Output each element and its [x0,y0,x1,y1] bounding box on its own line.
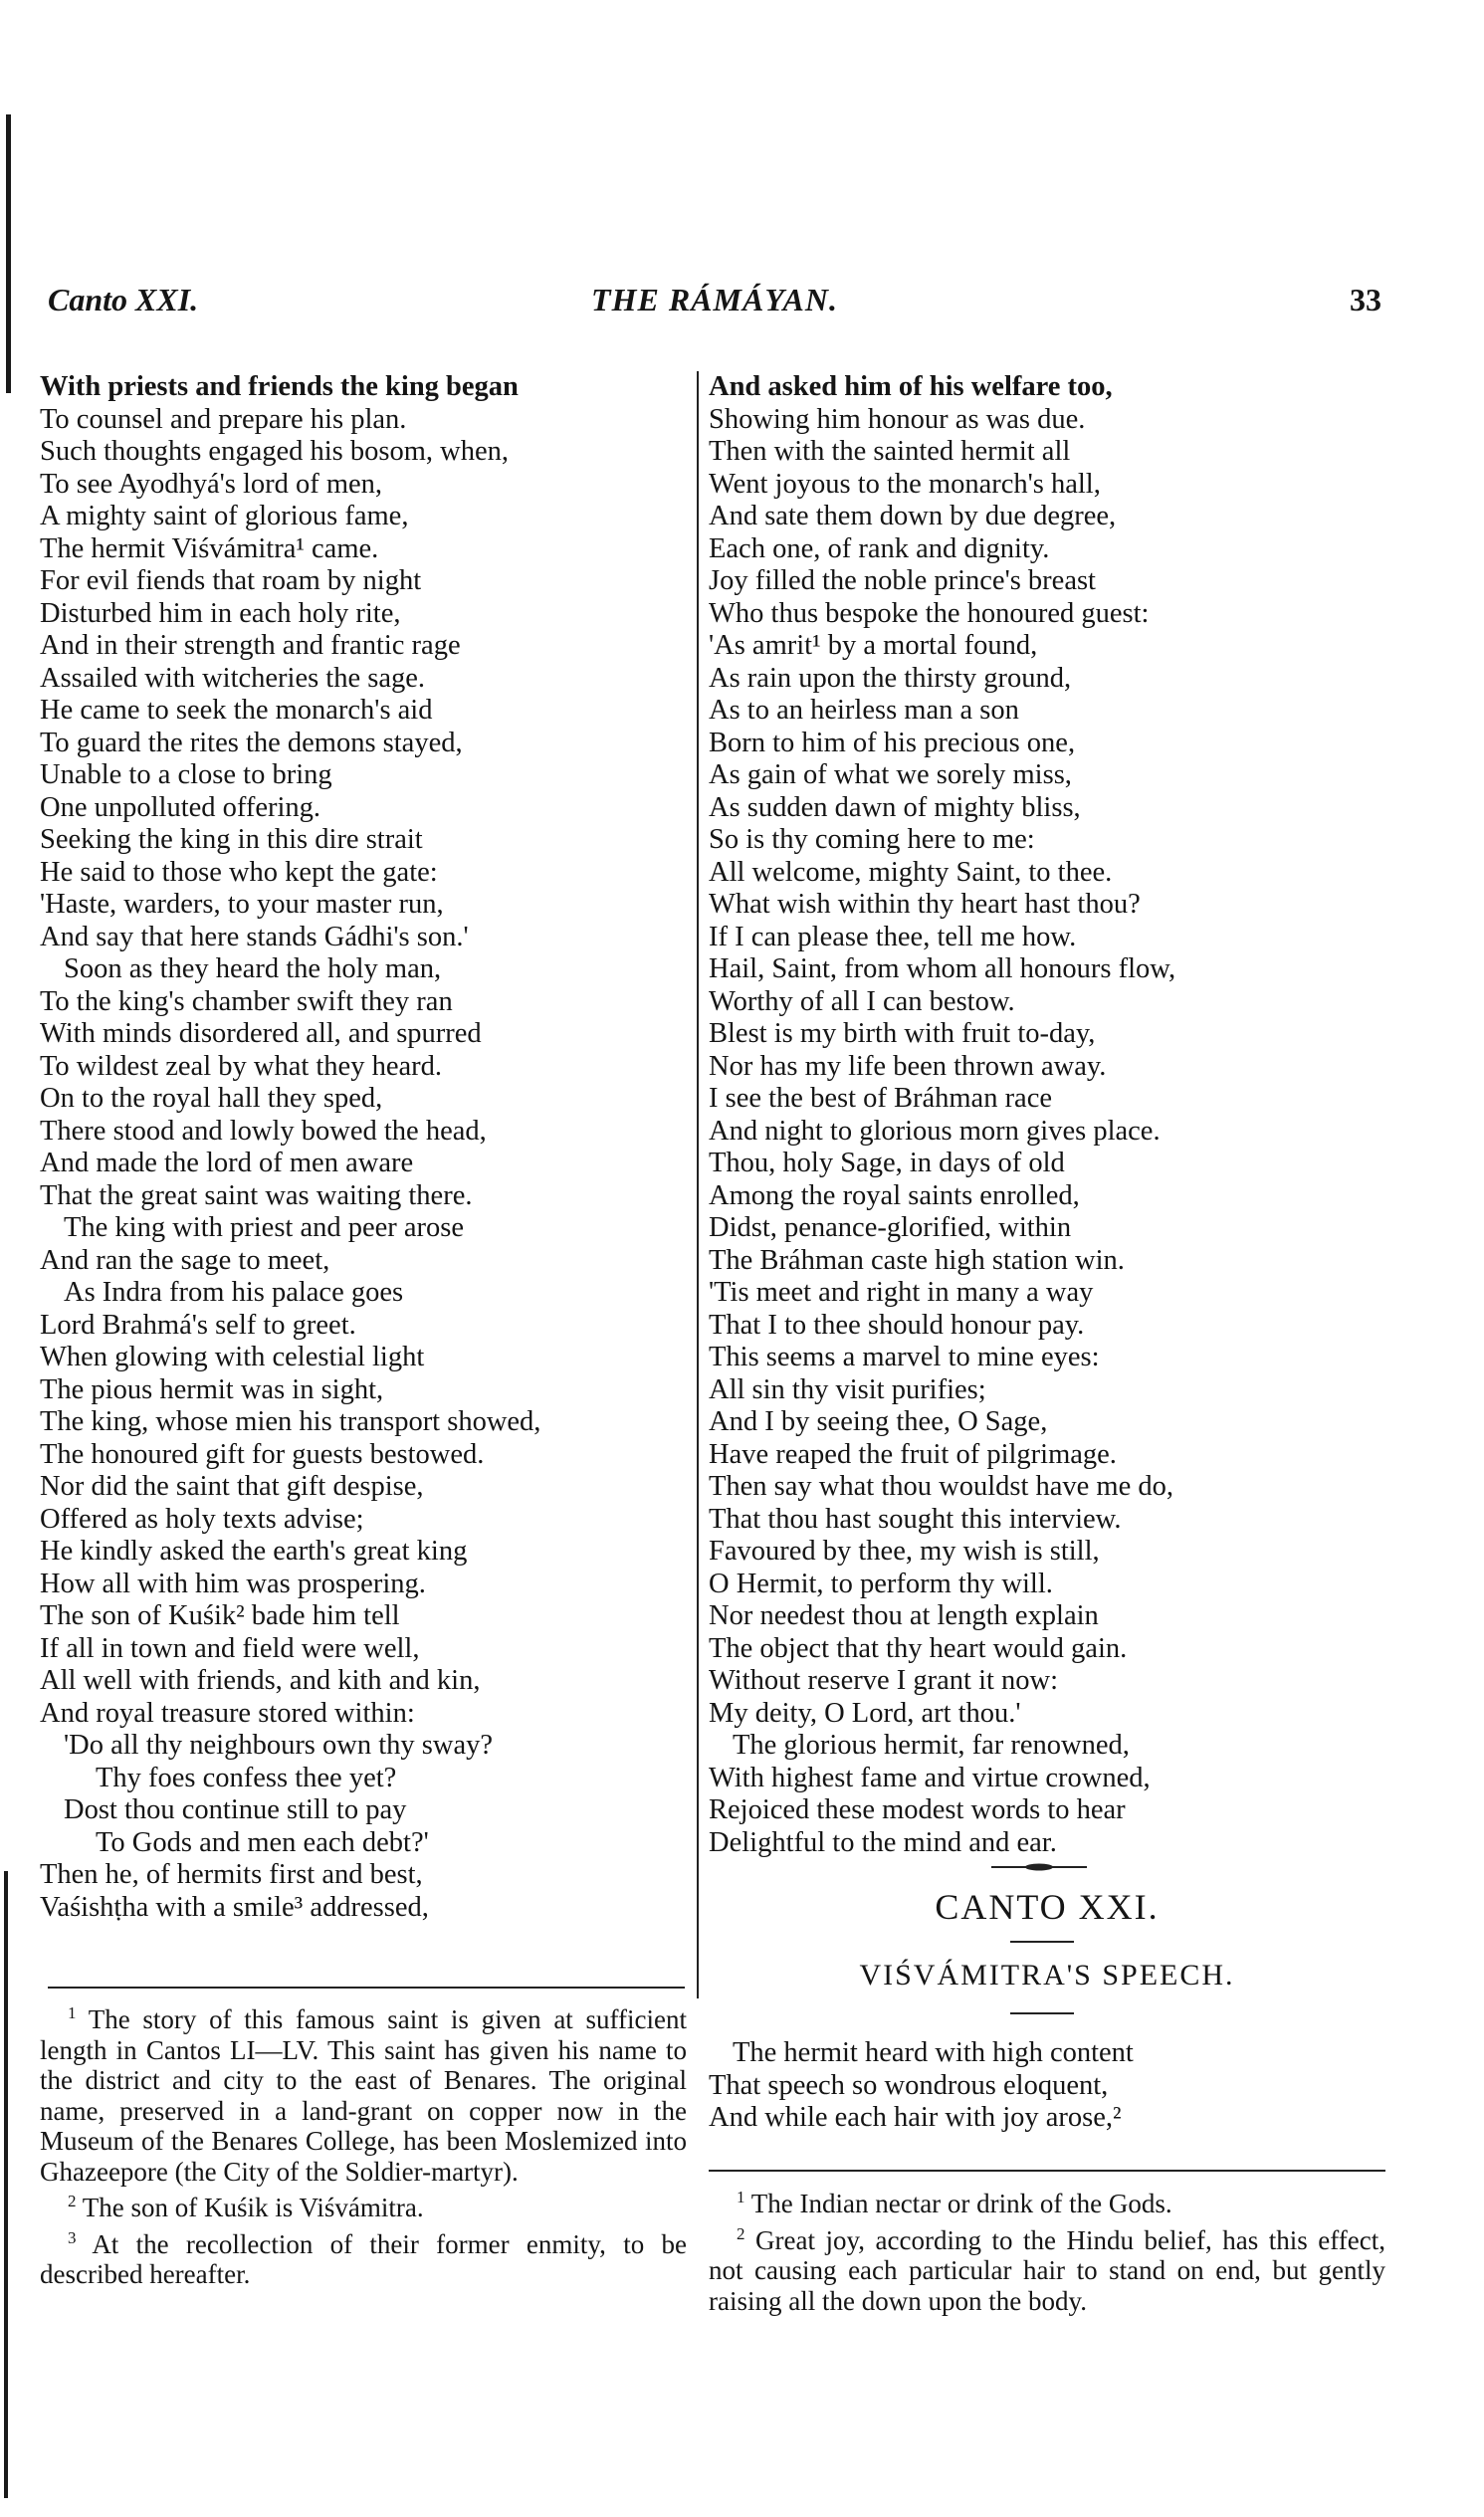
verse-line: One unpolluted offering. [40,791,321,823]
verse-line: Soon as they heard the holy man, [64,953,442,984]
verse-line: Nor needest thou at length explain [709,1600,1099,1631]
footnote-text: Great joy, according to the Hindu belief, has this effect, not causing each particular hair to stand on end, but gently raising all the down upon the body. [709,2224,1385,2316]
verse-line: The son of Kuśik² bade him tell [40,1600,400,1631]
verse-line: What wish within thy heart hast thou? [709,889,1141,920]
canto-heading: CANTO XXI. [935,1887,1160,1927]
verse-line: And sate them down by due degree, [709,501,1117,531]
right-column-verse [709,371,1385,1859]
verse-line: Disturbed him in each holy rite, [40,597,401,629]
verse-line: Have reaped the fruit of pilgrimage. [709,1438,1117,1470]
verse-line: Favoured by thee, my wish is still, [709,1536,1100,1567]
verse-line: To guard the rites the demons stayed, [40,727,463,758]
verse-line: Dost thou continue still to pay [64,1794,407,1825]
verse-line: There stood and lowly bowed the head, [40,1115,487,1147]
verse-line: Worthy of all I can bestow. [709,985,1015,1017]
verse-line: He said to those who kept the gate: [40,856,438,888]
verse-line: That the great saint was waiting there. [40,1179,473,1211]
footnote-marker: 2 [68,2192,77,2210]
verse-line: Nor has my life been thrown away. [709,1050,1107,1082]
verse-line: 'Tis meet and right in many a way [709,1277,1094,1308]
verse-line: Offered as holy texts advise; [40,1503,364,1535]
page-number: 33 [1350,282,1381,317]
verse-line: 'Do all thy neighbours own thy sway? [64,1730,493,1761]
footnote-rule [709,2170,1385,2172]
heading-rule [1010,1941,1074,1943]
verse-line: That thou hast sought this interview. [709,1503,1122,1535]
verse-line: With priests and friends the king began [40,371,519,402]
verse-line: This seems a marvel to mine eyes: [709,1342,1100,1372]
verse-line: As Indra from his palace goes [64,1277,404,1308]
heading-rule [1010,2012,1074,2014]
running-header [48,282,1381,327]
footnote-rule [48,1987,685,1989]
left-column-verse [40,371,685,1924]
verse-line: For evil fiends that roam by night [40,565,422,596]
verse-line: The hermit heard with high content [733,2037,1134,2068]
verse-line: The honoured gift for guests bestowed. [40,1438,485,1470]
verse-line: O Hermit, to perform thy will. [709,1568,1053,1599]
binding-edge-mark [6,114,11,393]
verse-line: 'Haste, warders, to your master run, [40,889,444,920]
verse-line: When glowing with celestial light [40,1342,425,1372]
right-footnotes [709,2183,1385,2316]
verse-line: Then with the sainted hermit all [709,436,1071,467]
verse-line: Then he, of hermits first and best, [40,1859,423,1890]
verse-line: 'As amrit¹ by a mortal found, [709,630,1038,661]
verse-line: Unable to a close to bring [40,759,332,790]
verse-line: Joy filled the noble prince's breast [709,565,1096,596]
verse-line: That I to thee should honour pay. [709,1309,1085,1341]
verse-line: To wildest zeal by what they heard. [40,1050,442,1082]
verse-line: The hermit Viśvámitra¹ came. [40,532,379,564]
verse-line: Delightful to the mind and ear. [709,1826,1057,1858]
verse-line: Blest is my birth with fruit to-day, [709,1018,1096,1049]
footnote-marker: 2 [737,2223,745,2243]
verse-line: If I can please thee, tell me how. [709,921,1077,952]
verse-line: Then say what thou wouldst have me do, [709,1471,1173,1502]
verse-line: With highest fame and virtue crowned, [709,1762,1151,1793]
verse-line: As to an heirless man a son [709,695,1019,726]
footnote-marker: 1 [737,2188,745,2206]
ornament-divider [991,1863,1087,1871]
verse-line: Thy foes confess thee yet? [96,1762,397,1793]
footnote-marker: 1 [68,2003,77,2022]
verse-line: Hail, Saint, from whom all honours flow, [709,953,1176,984]
verse-line: A mighty saint of glorious fame, [40,501,409,531]
verse-line: And night to glorious morn gives place. [709,1115,1161,1147]
header-title: THE RÁMÁYAN. [591,282,838,317]
verse-line: And asked him of his welfare too, [709,371,1113,402]
verse-line: Without reserve I grant it now: [709,1665,1059,1696]
verse-line: If all in town and field were well, [40,1632,420,1664]
verse-line: So is thy coming here to me: [709,824,1035,855]
verse-line: And made the lord of men aware [40,1148,414,1178]
verse-line: I see the best of Bráhman race [709,1083,1053,1114]
verse-line: The pious hermit was in sight, [40,1373,384,1405]
verse-line: That speech so wondrous eloquent, [709,2069,1109,2101]
verse-line: The king with priest and peer arose [64,1212,465,1243]
footnote [40,1998,687,2187]
footnote [40,2187,687,2223]
verse-line: To the king's chamber swift they ran [40,985,453,1017]
verse-line: And ran the sage to meet, [40,1244,330,1276]
verse-line: The king, whose mien his transport showed, [40,1406,541,1437]
verse-line: As gain of what we sorely miss, [709,759,1072,790]
footnote [709,2219,1385,2317]
verse-line: As rain upon the thirsty ground, [709,662,1072,694]
verse-line: Vaśishṭha with a smile³ addressed, [40,1891,429,1923]
left-footnotes [40,1998,687,2290]
verse-line: He came to seek the monarch's aid [40,695,433,726]
verse-line: Born to him of his precious one, [709,727,1076,758]
verse-line: The glorious hermit, far renowned, [733,1730,1130,1761]
verse-line: How all with him was prospering. [40,1568,426,1599]
verse-line: And in their strength and frantic rage [40,630,461,661]
verse-line: All welcome, mighty Saint, to thee. [709,856,1113,888]
verse-line: With minds disordered all, and spurred [40,1018,482,1049]
verse-line: Didst, penance-glorified, within [709,1212,1072,1243]
verse-line: Who thus bespoke the honoured guest: [709,597,1150,629]
header-canto: Canto XXI. [48,282,199,317]
column-divider [697,371,699,1998]
verse-line: All sin thy visit purifies; [709,1373,986,1405]
verse-line: The Bráhman caste high station win. [709,1244,1125,1276]
verse-line: Each one, of rank and dignity. [709,532,1050,564]
verse-line: Rejoiced these modest words to hear [709,1794,1126,1825]
verse-line: To Gods and men each debt?' [96,1826,429,1858]
footnote [40,2223,687,2290]
verse-line: Assailed with witcheries the sage. [40,662,426,694]
verse-line: Went joyous to the monarch's hall, [709,468,1101,500]
verse-line: And while each hair with joy arose,² [709,2102,1122,2133]
footnote [709,2183,1385,2219]
verse-line: Lord Brahmá's self to greet. [40,1309,356,1341]
verse-line: Such thoughts engaged his bosom, when, [40,436,510,467]
verse-line: To see Ayodhyá's lord of men, [40,468,383,500]
footnote-marker: 3 [68,2227,77,2247]
footnote-text: At the recollection of their former enmity, to be described hereafter. [40,2228,687,2289]
footnote-text: The Indian nectar or drink of the Gods. [750,2189,1172,2218]
verse-line: To counsel and prepare his plan. [40,403,407,435]
verse-line: Showing him honour as was due. [709,403,1086,435]
verse-line: Thou, holy Sage, in days of old [709,1148,1065,1178]
verse-line: And say that here stands Gádhi's son.' [40,921,469,952]
verse-line: All well with friends, and kith and kin, [40,1665,481,1696]
binding-edge-mark [4,1871,8,2498]
footnote-text: The son of Kuśik is Viśvámitra. [82,2193,424,2222]
verse-line: He kindly asked the earth's great king [40,1536,468,1567]
verse-line: The object that thy heart would gain. [709,1632,1128,1664]
verse-line: My deity, O Lord, art thou.' [709,1697,1021,1729]
footnote-text: The story of this famous saint is given at sufficient length in Cantos LI—LV. This saint has given his name to the district and city to the east of Benares. The original name, preserved in a land-grant on copper now in the Museum of the Benares College, has been Moslemized into Ghazeepore (the City of the Soldier-martyr). [40,2004,687,2187]
verse-line: As sudden dawn of mighty bliss, [709,791,1081,823]
verse-line: Among the royal saints enrolled, [709,1179,1080,1211]
canto-verse [709,2037,1385,2135]
verse-line: And royal treasure stored within: [40,1697,415,1729]
canto-subtitle: VIŚVÁMITRA'S SPEECH. [859,1959,1235,1992]
verse-line: On to the royal hall they sped, [40,1083,383,1114]
verse-line: Seeking the king in this dire strait [40,824,423,855]
verse-line: Nor did the saint that gift despise, [40,1471,424,1502]
verse-line: And I by seeing thee, O Sage, [709,1406,1048,1437]
